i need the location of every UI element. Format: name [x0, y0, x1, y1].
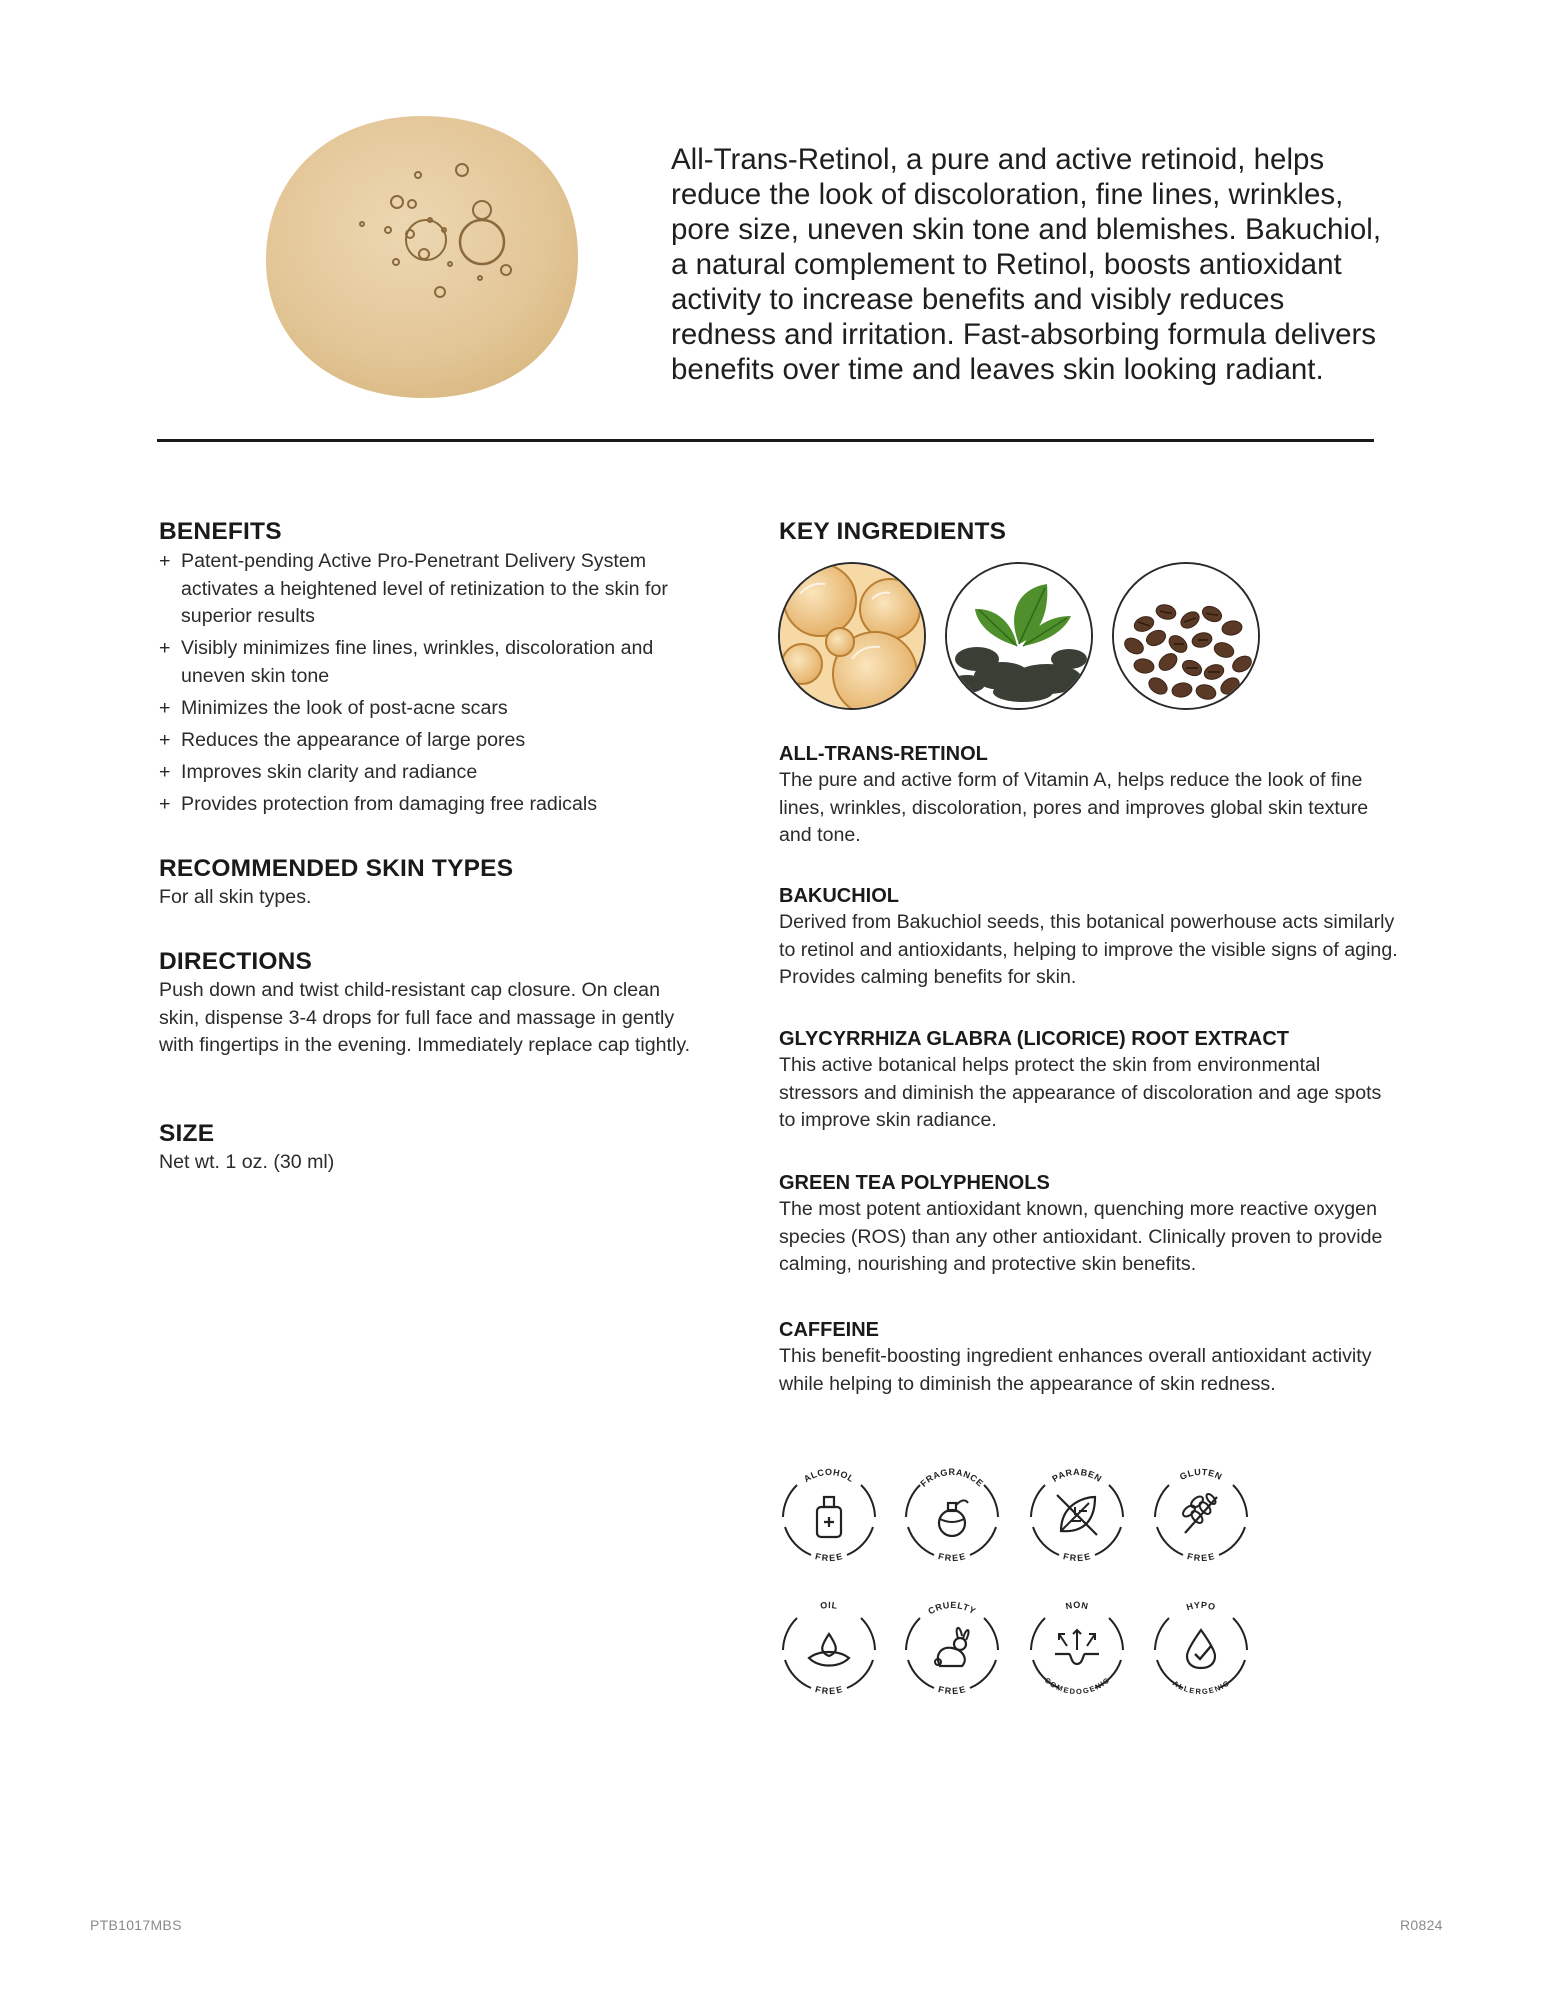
skin-types-heading: RECOMMENDED SKIN TYPES [159, 855, 514, 882]
intro-line: All-Trans-Retinol, a pure and active retinoid, helps [671, 143, 1325, 176]
badge-top-label: OIL [819, 1599, 839, 1611]
benefit-item: + Visibly minimizes fine lines, wrinkles, discoloration and uneven skin tone [159, 635, 719, 690]
footer-left-code: PTB1017MBS [90, 1917, 182, 1933]
badge-bottom-label: FREE [813, 1551, 844, 1563]
serum-drop-image [262, 112, 582, 402]
drop-check-icon [1187, 1630, 1215, 1668]
badge-bottom-label: FREE [1185, 1551, 1216, 1563]
badge-top-label: HYPO [1185, 1599, 1217, 1613]
benefits-section [159, 517, 719, 823]
oil-drop-icon [809, 1634, 849, 1666]
benefits-heading: BENEFITS [159, 518, 282, 545]
badge-bottom-label: FREE [936, 1551, 967, 1563]
ingredient-name: GREEN TEA POLYPHENOLS [779, 1172, 1050, 1194]
footer-right-code: R0824 [1400, 1917, 1443, 1933]
key-ingredients-heading-wrap [779, 517, 1399, 547]
benefits-list [159, 548, 719, 818]
intro-line: a natural complement to Retinol, boosts antioxidant [671, 248, 1342, 281]
green-tea-leaves-image [945, 562, 1093, 710]
ingredient-bakuchiol [779, 883, 1399, 992]
rabbit-icon [935, 1628, 969, 1666]
ingredient-name: ALL-TRANS-RETINOL [779, 743, 988, 765]
wheat-icon [1181, 1492, 1217, 1533]
ingredient-text: The most potent antioxidant known, quenching more reactive oxygen species (ROS) than any other antioxidant. Clinically proven to provide calming, nourishing and protective skin benefits. [779, 1198, 1383, 1275]
paraben-free-badge [1027, 1463, 1127, 1563]
benefit-item: + Patent-pending Active Pro-Penetrant Delivery System activates a heightened level of retinization to the skin for superior results [159, 548, 719, 631]
intro-line: benefits over time and leaves skin looking radiant. [671, 353, 1324, 386]
ingredient-text: This active botanical helps protect the skin from environmental stressors and diminish the appearance of discoloration and age spots to improve skin radiance. [779, 1054, 1382, 1131]
badge-bottom-label: COMEDOGENIC [1042, 1675, 1112, 1696]
oil-bubbles-image [778, 562, 926, 710]
size-heading: SIZE [159, 1120, 215, 1147]
badge-top-label: NON [1064, 1600, 1090, 1612]
badge-top-label: ALCOHOL [801, 1466, 857, 1485]
key-ingredients-heading: KEY INGREDIENTS [779, 518, 1007, 545]
benefit-item: + Reduces the appearance of large pores [159, 727, 719, 755]
leaf-icon [1057, 1495, 1097, 1535]
ingredient-name: GLYCYRRHIZA GLABRA (LICORICE) ROOT EXTRACT [779, 1028, 1289, 1050]
cruelty-free-badge [902, 1596, 1002, 1696]
intro-line: activity to increase benefits and visibly reduces [671, 283, 1285, 316]
perfume-icon [939, 1500, 968, 1536]
ingredient-text: Derived from Bakuchiol seeds, this botanical powerhouse acts similarly to retinol and antioxidants, helping to improve the visible signs of aging. Provides calming benefits for skin. [779, 911, 1398, 988]
ingredient-name: CAFFEINE [779, 1319, 879, 1341]
badge-top-label: FRAGRANCE [918, 1467, 986, 1489]
intro-line: reduce the look of discoloration, fine lines, wrinkles, [671, 178, 1344, 211]
hypo-allergenic-badge [1151, 1596, 1251, 1696]
badge-bottom-label: FREE [936, 1684, 967, 1696]
alcohol-free-badge [779, 1463, 879, 1563]
gluten-free-badge [1151, 1463, 1251, 1563]
ingredient-caffeine [779, 1317, 1399, 1398]
ingredient-green-tea [779, 1170, 1399, 1279]
badge-top-label: GLUTEN [1178, 1466, 1224, 1482]
intro-line: pore size, uneven skin tone and blemishes. Bakuchiol, [671, 213, 1382, 246]
size-section [159, 1119, 719, 1177]
directions-text: Push down and twist child-resistant cap closure. On clean skin, dispense 3-4 drops for full face and massage in gently with fingertips in the evening. Immediately replace cap tightly. [159, 979, 691, 1056]
badge-bottom-label: FREE [813, 1684, 844, 1696]
badge-top-label: CRUELTY [926, 1599, 978, 1617]
ingredient-text: This benefit-boosting ingredient enhances overall antioxidant activity while helping to diminish the appearance of skin redness. [779, 1345, 1372, 1395]
non-comedogenic-badge [1027, 1596, 1127, 1696]
bottle-icon [817, 1497, 841, 1537]
benefit-item: + Minimizes the look of post-acne scars [159, 695, 719, 723]
directions-section [159, 947, 719, 1060]
benefit-item: + Improves skin clarity and radiance [159, 759, 719, 787]
badge-top-label: PARABEN [1050, 1466, 1104, 1484]
fragrance-free-badge [902, 1463, 1002, 1563]
coffee-beans-image [1112, 562, 1260, 710]
ingredient-retinol [779, 741, 1399, 850]
badge-bottom-label: FREE [1061, 1551, 1092, 1563]
section-divider [157, 439, 1374, 442]
size-text: Net wt. 1 oz. (30 ml) [159, 1151, 335, 1173]
ingredient-name: BAKUCHIOL [779, 885, 899, 907]
benefit-item: + Provides protection from damaging free radicals [159, 791, 719, 819]
skin-types-text: For all skin types. [159, 886, 312, 908]
intro-paragraph [671, 142, 1391, 387]
oil-free-badge [779, 1596, 879, 1696]
ingredient-text: The pure and active form of Vitamin A, helps reduce the look of fine lines, wrinkles, discoloration, pores and improves global skin texture and tone. [779, 769, 1369, 846]
intro-line: redness and irritation. Fast-absorbing formula delivers [671, 318, 1377, 351]
badge-bottom-label: ALLERGENIC [1171, 1678, 1231, 1696]
pore-icon [1055, 1630, 1099, 1664]
ingredient-licorice [779, 1026, 1399, 1135]
skin-types-section [159, 854, 719, 912]
directions-heading: DIRECTIONS [159, 948, 313, 975]
